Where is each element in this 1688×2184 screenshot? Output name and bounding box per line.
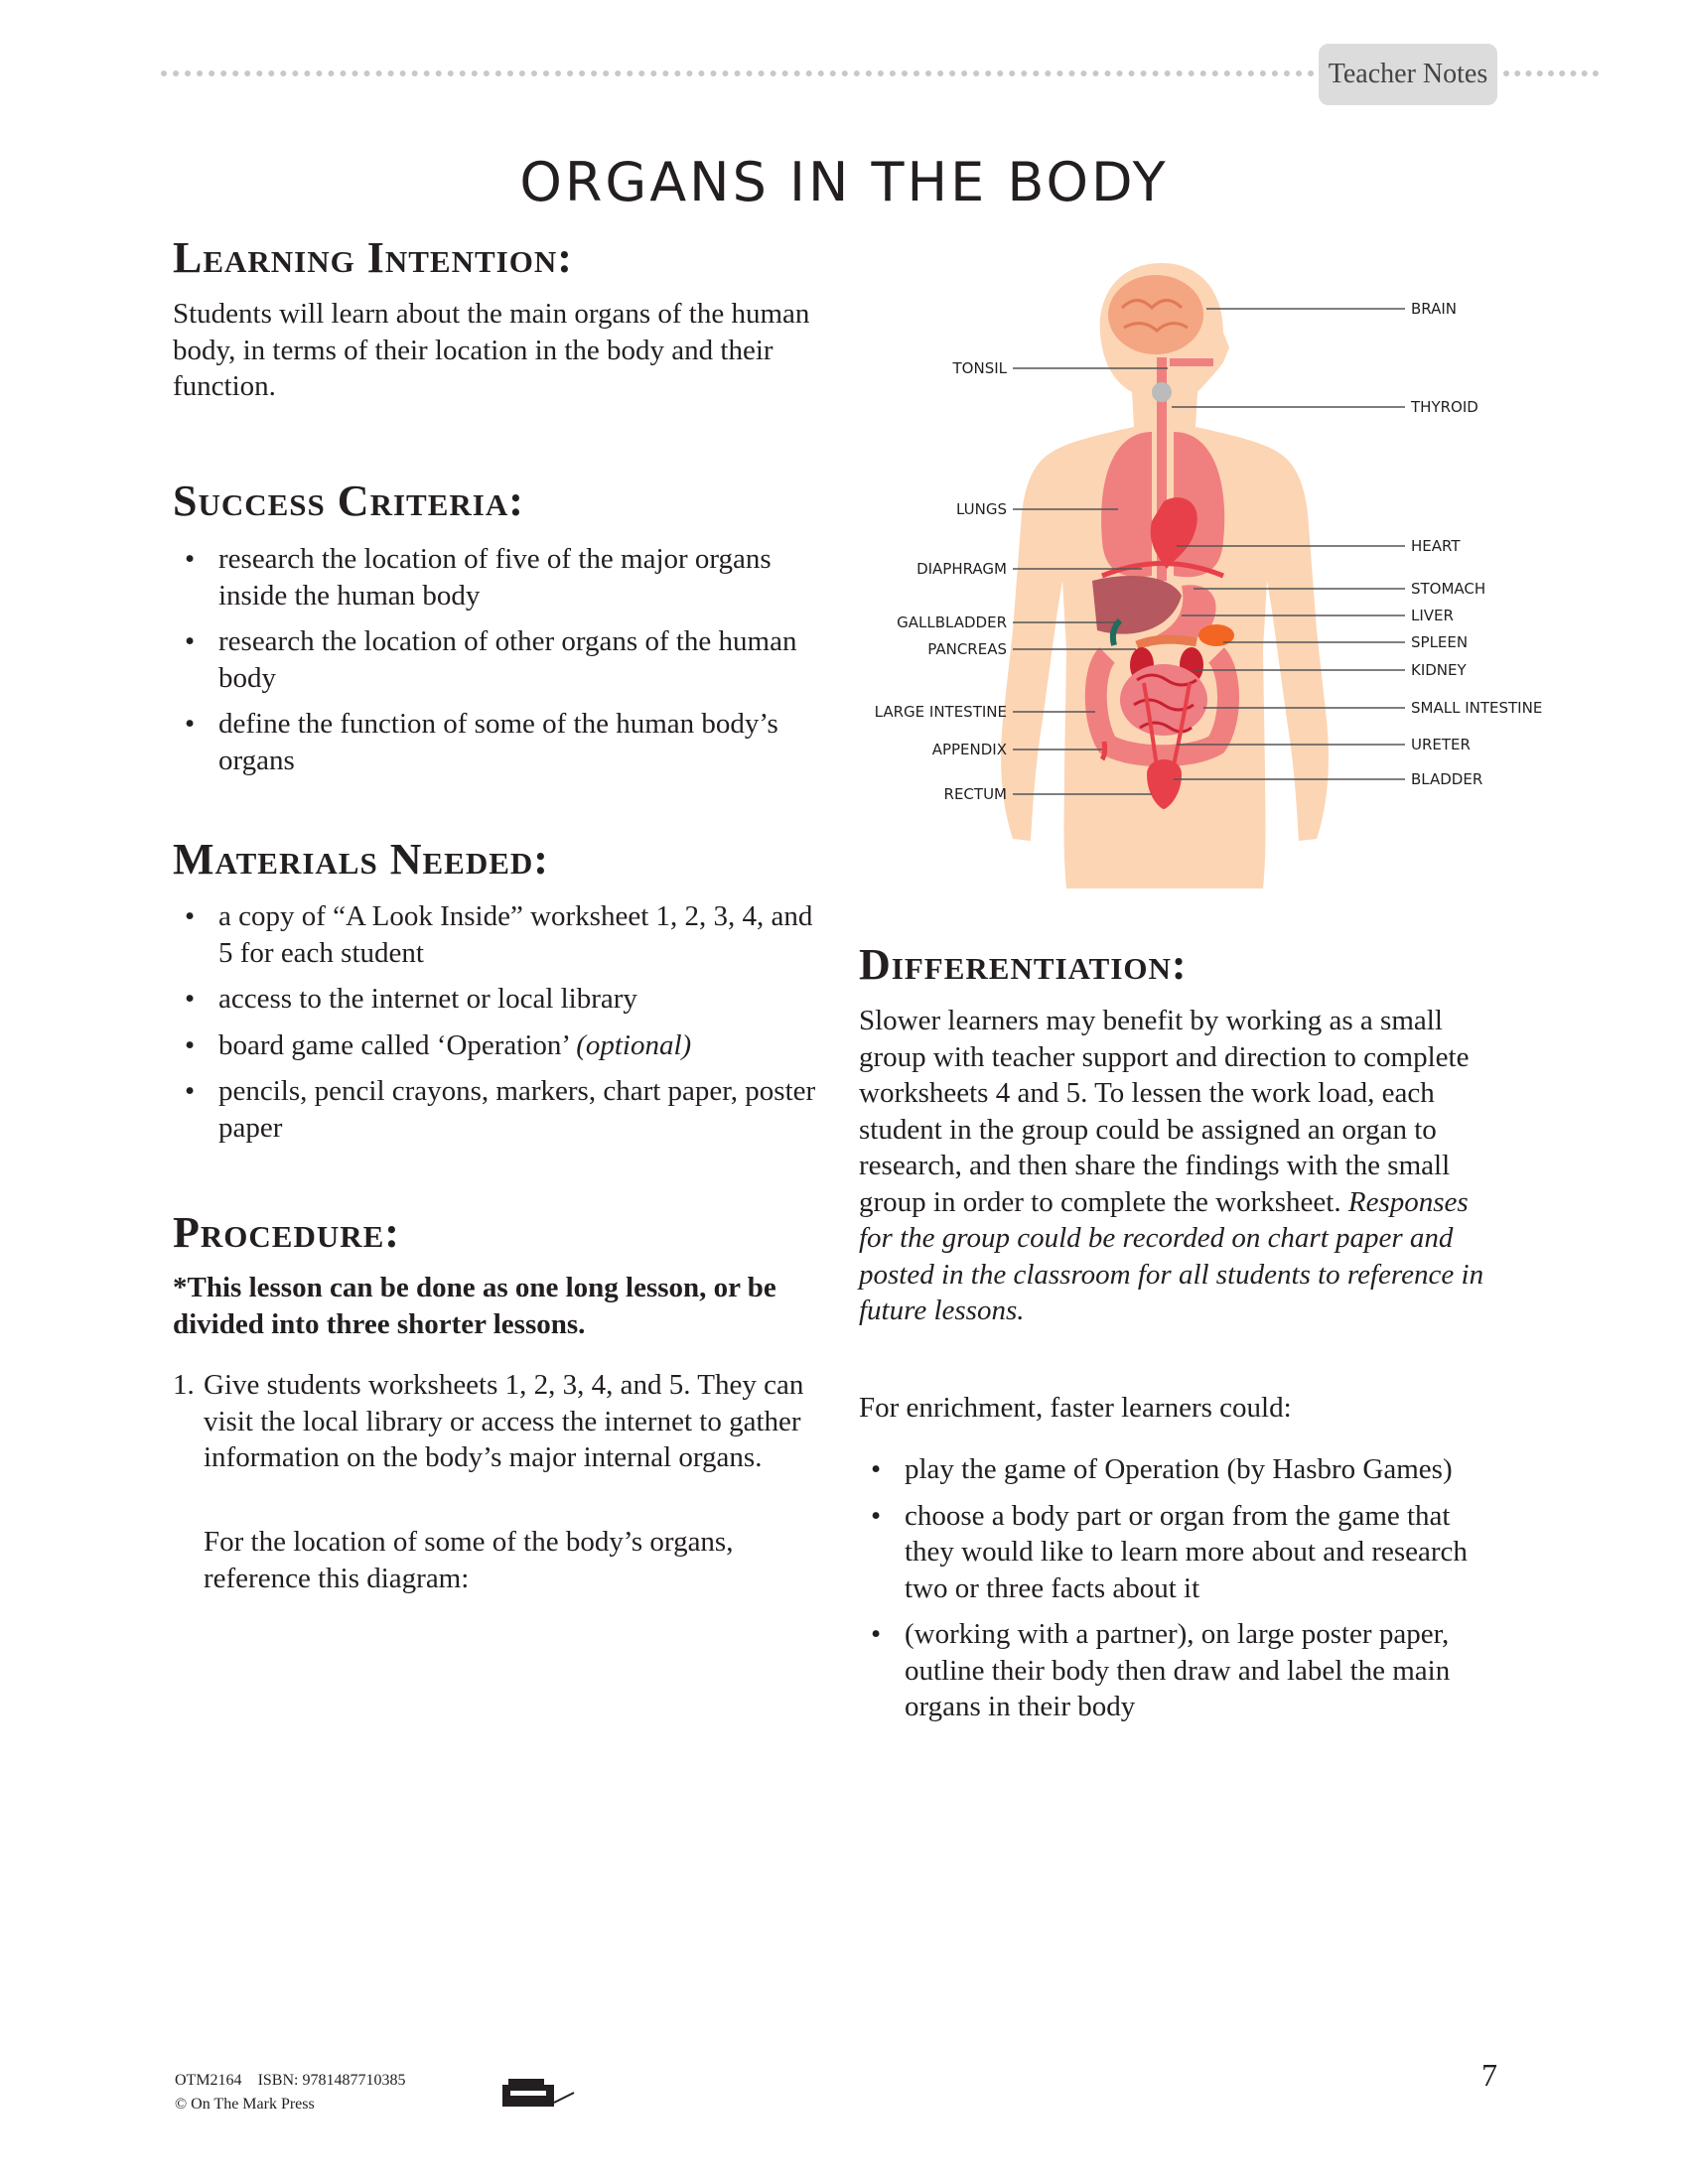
header-rule-left bbox=[161, 70, 1315, 76]
label-large-intestine: LARGE INTESTINE bbox=[874, 703, 1007, 721]
enrichment-list bbox=[859, 1451, 1494, 1735]
differentiation-text: Slower learners may benefit by working as a small group with teacher support and direction to complete worksheets 4 and 5. To lessen the work load, each student in the group could be assigned an organ to research, and then share the findings with the small group in order to complete the worksheet. Responses for the group could be recorded on chart paper and posted in the classroom for all students to reference in future lessons. bbox=[859, 1005, 1484, 1326]
list-item: • choose a body part or organ from the game that they would like to learn more about and research two or three facts about it bbox=[859, 1498, 1494, 1607]
label-lungs: LUNGS bbox=[956, 500, 1007, 518]
label-spleen: SPLEEN bbox=[1411, 633, 1469, 651]
label-liver: LIVER bbox=[1411, 607, 1454, 624]
label-brain: BRAIN bbox=[1411, 300, 1458, 318]
procedure-note: *This lesson can be done as one long lesson, or be divided into three shorter lessons. bbox=[173, 1272, 776, 1340]
label-diaphragm: DIAPHRAGM bbox=[916, 560, 1007, 578]
learning-intention-heading: Learning Intention: bbox=[173, 233, 573, 282]
list-item: • research the location of other organs of the human body bbox=[173, 623, 808, 696]
isbn: ISBN: 9781487710385 bbox=[257, 2072, 406, 2089]
list-item: • research the location of five of the major organs inside the human body bbox=[173, 541, 808, 614]
success-criteria-list bbox=[173, 541, 808, 788]
label-small-intestine: SMALL INTESTINE bbox=[1411, 699, 1543, 717]
footer-publisher bbox=[175, 2069, 405, 2116]
label-gallbladder: GALLBLADDER bbox=[897, 614, 1007, 631]
label-appendix: APPENDIX bbox=[931, 741, 1007, 758]
list-item: • define the function of some of the human body’s organs bbox=[173, 706, 808, 778]
label-heart: HEART bbox=[1411, 537, 1461, 555]
header-rule-right bbox=[1503, 70, 1599, 76]
product-code: OTM2164 bbox=[175, 2072, 242, 2089]
label-ureter: URETER bbox=[1411, 736, 1471, 753]
learning-intention-text: Students will learn about the main organs of the human body, in terms of their location in the body and their function. bbox=[173, 298, 810, 402]
label-rectum: RECTUM bbox=[943, 785, 1007, 803]
thyroid-shape bbox=[1152, 382, 1172, 402]
step-number: 1. bbox=[173, 1369, 195, 1401]
step-followup: For the location of some of the body’s organs, reference this diagram: bbox=[204, 1526, 734, 1594]
materials-list bbox=[173, 898, 828, 1156]
procedure-heading: Procedure: bbox=[173, 1208, 400, 1257]
list-item: • access to the internet or local library bbox=[173, 981, 828, 1018]
list-item: • pencils, pencil crayons, markers, chart paper, poster paper bbox=[173, 1073, 828, 1146]
page-number: 7 bbox=[1481, 2057, 1497, 2093]
differentiation-heading: Differentiation: bbox=[859, 940, 1188, 989]
list-item: • board game called ‘Operation’ (optional) bbox=[173, 1027, 828, 1064]
label-stomach: STOMACH bbox=[1411, 580, 1486, 598]
copyright: © On The Mark Press bbox=[175, 2096, 315, 2113]
enrichment-intro: For enrichment, faster learners could: bbox=[859, 1392, 1292, 1424]
step-text: Give students worksheets 1, 2, 3, 4, and 5. They can visit the local library or access the internet to gather information on the body’s major internal organs. bbox=[204, 1369, 804, 1473]
page-title: ORGANS IN THE BODY bbox=[519, 151, 1169, 213]
list-item: • a copy of “A Look Inside” worksheet 1, 2, 3, 4, and 5 for each student bbox=[173, 898, 828, 971]
organs-diagram bbox=[854, 253, 1569, 898]
list-item: • play the game of Operation (by Hasbro Games) bbox=[859, 1451, 1494, 1488]
success-criteria-heading: Success Criteria: bbox=[173, 477, 524, 525]
materials-heading: Materials Needed: bbox=[173, 835, 549, 884]
label-kidney: KIDNEY bbox=[1411, 661, 1467, 679]
label-bladder: BLADDER bbox=[1411, 770, 1483, 788]
brain-shape bbox=[1108, 275, 1203, 354]
label-pancreas: PANCREAS bbox=[927, 640, 1007, 658]
teacher-notes-tab: Teacher Notes bbox=[1319, 44, 1497, 105]
label-tonsil: TONSIL bbox=[952, 359, 1007, 377]
list-item: • (working with a partner), on large poster paper, outline their body then draw and label the main organs in their body bbox=[859, 1616, 1494, 1725]
spleen-shape bbox=[1198, 624, 1234, 646]
photocopier-icon bbox=[498, 2073, 578, 2113]
label-thyroid: THYROID bbox=[1411, 398, 1478, 416]
